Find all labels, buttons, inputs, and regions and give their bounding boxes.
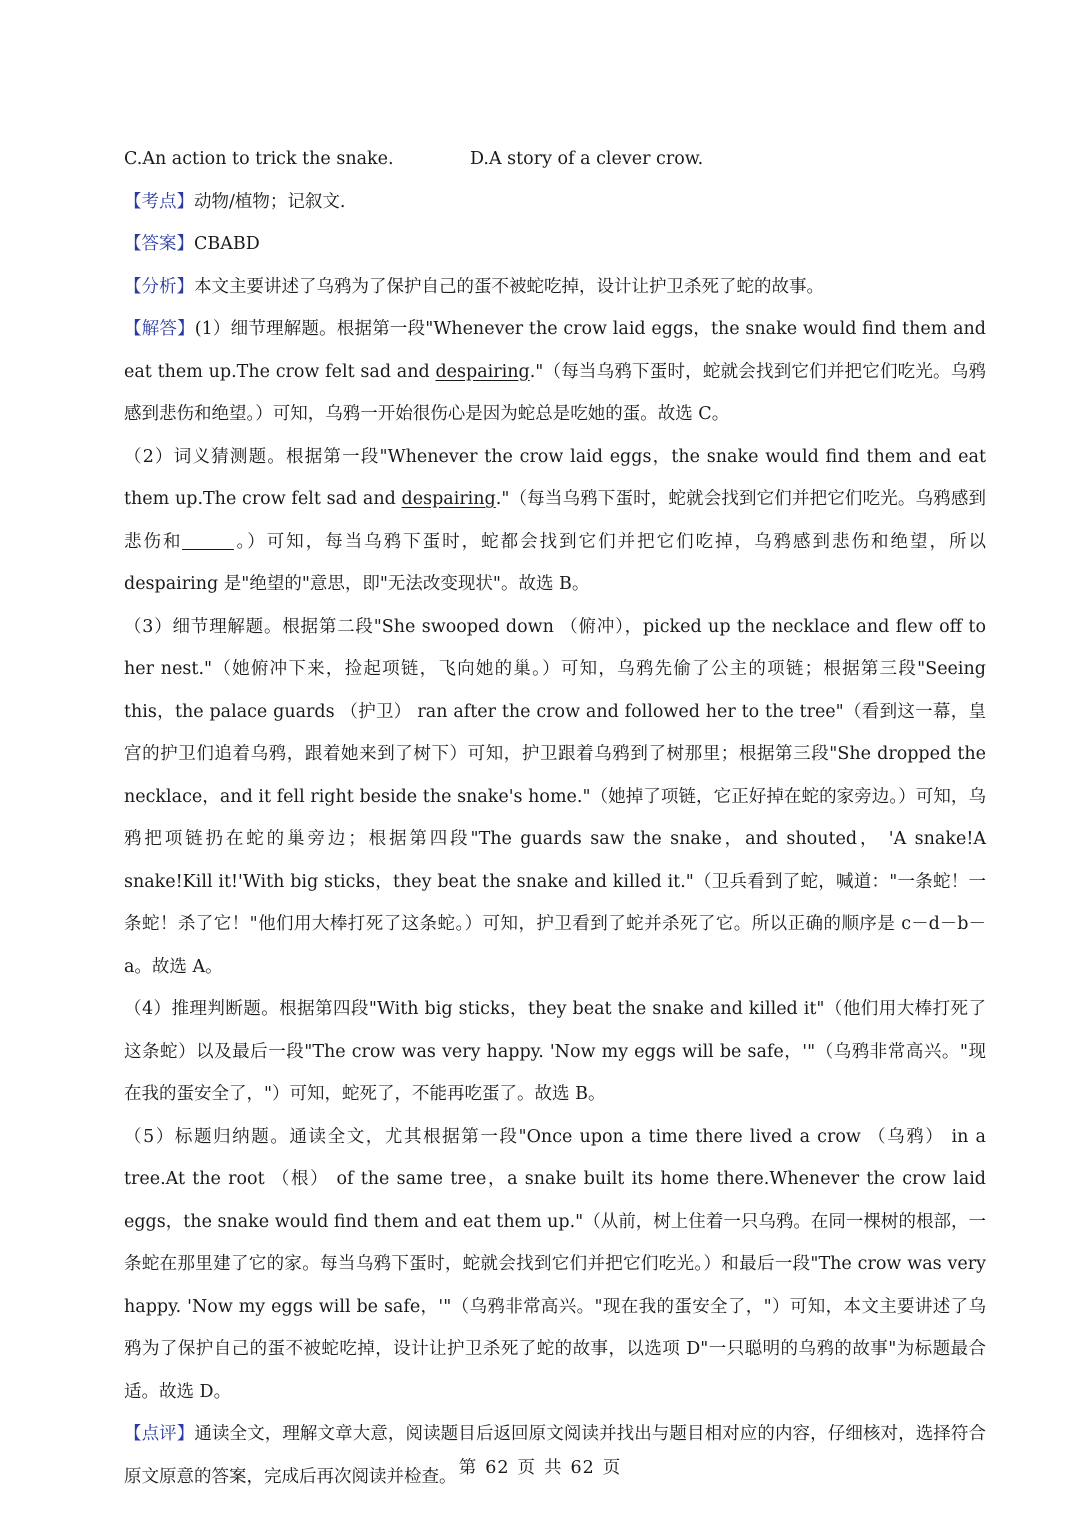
kaodian-text: 动物/植物；记叙文. xyxy=(194,191,346,212)
option-d: D.A story of a clever crow. xyxy=(470,149,704,169)
jieda-q5: （5）标题归纳题。通读全文，尤其根据第一段"Once upon a time there lived a crow （乌鸦） in a tree.At the root （根） of the same tree，a snake built its home there.Whenever the crow laid eggs，the snake would find them and eat them up."（从前，树上住着一只乌鸦。在同一棵树的根部，一条蛇在那里建了它的家。每当乌鸦下蛋时，蛇就会找到它们并把它们吃光。）和最后一段"The crow was very happy. 'Now my eggs will be safe，'"（乌鸦非常高兴。"现在我的蛋安全了，"）可知，本文主要讲述了乌鸦为了保护自己的蛋不被蛇吃掉，设计让护卫杀死了蛇的故事，以选项 D"一只聪明的乌鸦的故事"为标题最合适。故选 D。 xyxy=(124,1126,986,1402)
footer-page-number: 62 xyxy=(485,1458,510,1478)
dianping-label: 【点评】 xyxy=(124,1424,195,1444)
q2-text-c: 。）可知，每当乌鸦下蛋时，蛇都会找到它们并把它们吃掉，乌鸦感到悲伤和绝望，所以 despairing 是"绝望的"意思，即"无法改变现状"。故选 B。 xyxy=(124,531,986,594)
q1-underlined-word: despairing xyxy=(435,361,530,382)
jieda-q1 xyxy=(124,308,986,436)
fenxi-label: 【分析】 xyxy=(124,276,194,297)
daan-label: 【答案】 xyxy=(124,234,194,254)
page-footer xyxy=(0,1454,1080,1479)
answer-options xyxy=(124,138,986,181)
option-c: C.An action to trick the snake. xyxy=(124,149,394,169)
jieda-label: 【解答】 xyxy=(124,319,195,339)
jieda-q3: （3）细节理解题。根据第二段"She swooped down （俯冲），picked up the necklace and flew off to her nest."（她俯冲下来，捡起项链，飞向她的巢。）可知，乌鸦先偷了公主的项链；根据第三段"Seeing this，the palace guards （护卫） ran after the crow and followed her to the tree"（看到这一幕，皇宫的护卫们追着乌鸦，跟着她来到了树下）可知，护卫跟着乌鸦到了树那里；根据第三段"She dropped the necklace，and it fell right beside the snake's home."（她掉了项链，它正好掉在蛇的家旁边。）可知，乌鸦把项链扔在蛇的巢旁边；根据第四段"The guards saw the snake，and shouted， 'A snake!A snake!Kill it!'With big sticks，they beat the snake and killed it."（卫兵看到了蛇，喊道："一条蛇！一条蛇！杀了它！"他们用大棒打死了这条蛇。）可知，护卫看到了蛇并杀死了它。所以正确的顺序是 c－d－b－a。故选 A。 xyxy=(124,616,986,977)
footer-total-pages: 62 xyxy=(570,1458,595,1478)
q2-underlined-word: despairing xyxy=(401,489,496,509)
jieda-q4: （4）推理判断题。根据第四段"With big sticks，they beat the snake and killed it"（他们用大棒打死了这条蛇）以及最后一段"The crow was very happy. 'Now my eggs will be safe，'"（乌鸦非常高兴。"现在我的蛋安全了，"）可知，蛇死了，不能再吃蛋了。故选 B。 xyxy=(124,999,986,1104)
footer-di: 第 xyxy=(458,1458,478,1478)
q2-text-b: ."（每当乌鸦下蛋时，蛇就会找到它们并把它们吃光。乌鸦感到悲伤和 xyxy=(124,489,986,552)
fenxi-section xyxy=(124,266,986,309)
daan-section xyxy=(124,223,986,266)
fenxi-text: 本文主要讲述了乌鸦为了保护自己的蛋不被蛇吃掉，设计让护卫杀死了蛇的故事。 xyxy=(194,276,824,297)
q1-text-b: ."（每当乌鸦下蛋时，蛇就会找到它们并把它们吃光。乌鸦感到悲伤和绝望。）可知，乌鸦一开始很伤心是因为蛇总是吃她的蛋。故选 C。 xyxy=(124,361,986,424)
q2-text-a: （2）词义猜测题。根据第一段"Whenever the crow laid eggs，the snake would find them and eat them up.The crow felt sad and xyxy=(124,446,986,509)
footer-ye-2: 页 xyxy=(602,1458,622,1478)
footer-ye: 页 xyxy=(517,1458,536,1478)
fill-blank xyxy=(182,531,234,550)
jieda-q2 xyxy=(124,436,986,606)
kaodian-section xyxy=(124,181,986,224)
footer-gong: 共 xyxy=(544,1458,563,1478)
dianping-text: 通读全文，理解文章大意，阅读题目后返回原文阅读并找出与题目相对应的内容，仔细核对，选择符合原文原意的答案，完成后再次阅读并检查。 xyxy=(124,1424,986,1487)
kaodian-label: 【考点】 xyxy=(124,191,194,212)
answer-content xyxy=(124,138,986,1498)
q1-text-a: (1）细节理解题。根据第一段"Whenever the crow laid eggs，the snake would find them and eat them up.The crow felt sad and xyxy=(124,319,986,382)
daan-text: CBABD xyxy=(194,234,260,254)
